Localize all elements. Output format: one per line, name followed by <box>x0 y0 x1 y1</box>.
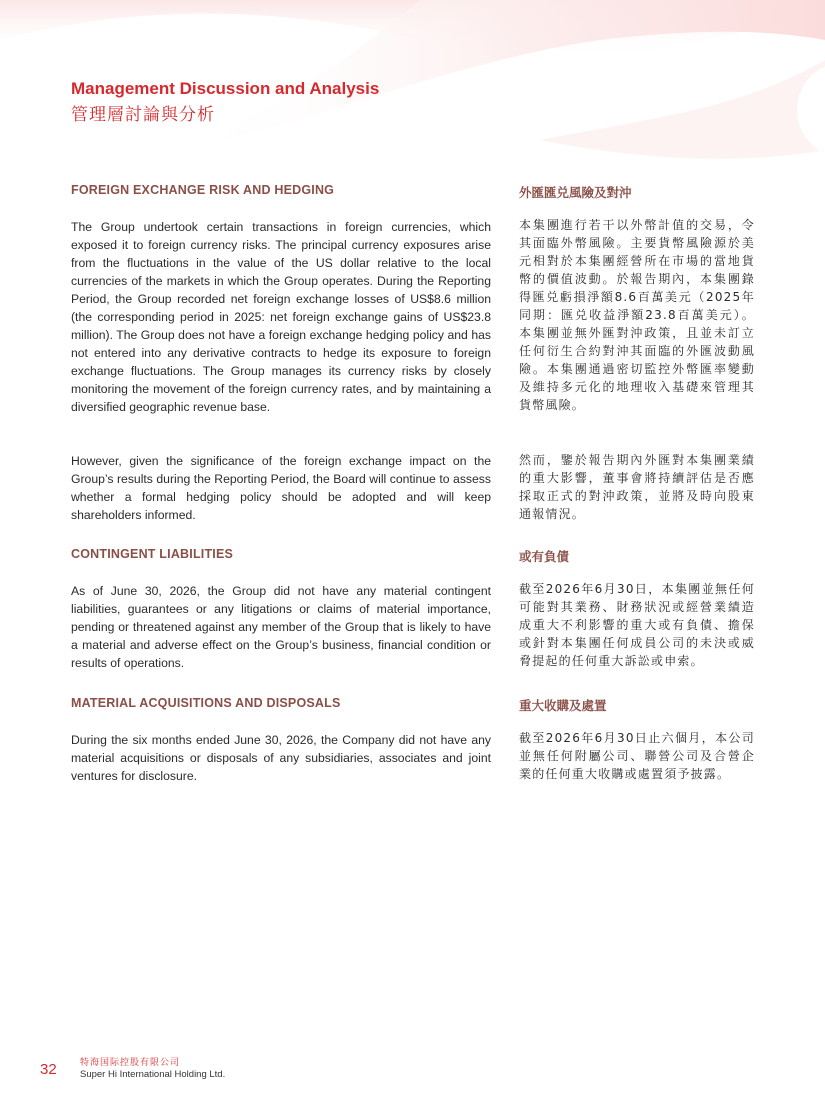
paragraph-text: However, given the significance of the foreign exchange impact on the Group’s results during the Reporting Period, the Board will continue to assess whether a formal hedging policy should be adopted and will keep shareholders informed. <box>71 454 491 522</box>
foreign-exchange-paragraph-2-zh <box>519 451 755 523</box>
section-heading-contingent-liabilities-zh: 或有負債 <box>519 549 570 564</box>
page-title-zh: 管理層討論與分析 <box>71 105 215 125</box>
paragraph-text: The Group undertook certain transactions in foreign currencies, which exposed it to foreign currency risks. The principal currency exposures arise from the fluctuations in the value of the US dollar relative to the local currencies of the markets in which the Group operates. During the Reporting Period, the Group recorded net foreign exchange losses of US$8.6 million (the corresponding period in 2025: net foreign exchange gains of US$23.8 million). The Group does not have a foreign exchange hedging policy and has not entered into any derivative contracts to hedge its exposure to foreign exchange fluctuations. The Group manages its currency risks by closely monitoring the movement of the foreign currency rates, and by maintaining a diversified geographic revenue base. <box>71 220 491 414</box>
section-heading-acquisitions-disposals-zh: 重大收購及處置 <box>519 698 607 713</box>
section-heading-foreign-exchange-zh: 外匯匯兑風險及對沖 <box>519 185 632 200</box>
paragraph-text-zh: 截至2026年6月30日止六個月，本公司並無任何附屬公司、聯營公司及合營企業的任何重大收購或處置須予披露。 <box>519 731 755 781</box>
paragraph-text-zh: 然而，鑒於報告期內外匯對本集團業績的重大影響，董事會將持續評估是否應採取正式的對沖政策，並將及時向股東通報情況。 <box>519 453 755 521</box>
section-heading-contingent-liabilities: CONTINGENT LIABILITIES <box>71 547 234 561</box>
page-number: 32 <box>40 1061 57 1078</box>
section-heading-foreign-exchange: FOREIGN EXCHANGE RISK AND HEDGING <box>71 183 335 197</box>
acquisitions-disposals-paragraph <box>71 731 491 785</box>
paragraph-text-zh: 截至2026年6月30日，本集團並無任何可能對其業務、財務狀況或經營業績造成重大不利影響的重大或有負債、擔保或針對本集團任何成員公司的未決或威脅提起的任何重大訴訟或申索。 <box>519 582 755 668</box>
foreign-exchange-paragraph-1 <box>71 218 491 416</box>
company-name-zh: 特海国际控股有限公司 <box>80 1058 181 1068</box>
section-heading-acquisitions-disposals: MATERIAL ACQUISITIONS AND DISPOSALS <box>71 696 341 710</box>
contingent-liabilities-paragraph-zh <box>519 580 755 670</box>
paragraph-text: During the six months ended June 30, 2026, the Company did not have any material acquisitions or disposals of any subsidiaries, associates and joint ventures for disclosure. <box>71 733 491 783</box>
paragraph-text: As of June 30, 2026, the Group did not have any material contingent liabilities, guarantees or any litigations or claims of material importance, pending or threatened against any member of the Group that is likely to have a material and adverse effect on the Group’s business, financial condition or results of operations. <box>71 584 491 670</box>
page-header <box>71 78 379 127</box>
foreign-exchange-paragraph-2 <box>71 452 491 524</box>
page-title: Management Discussion and Analysis <box>71 79 380 98</box>
foreign-exchange-paragraph-1-zh <box>519 216 755 414</box>
company-name-en: Super Hi International Holding Ltd. <box>80 1069 226 1080</box>
acquisitions-disposals-paragraph-zh <box>519 729 755 783</box>
contingent-liabilities-paragraph <box>71 582 491 672</box>
paragraph-text-zh: 本集團進行若干以外幣計值的交易，令其面臨外幣風險。主要貨幣風險源於美元相對於本集團經營所在市場的當地貨幣的價值波動。於報告期內，本集團錄得匯兑虧損淨額8.6百萬美元（2025年同期：匯兑收益淨額23.8百萬美元）。本集團並無外匯對沖政策，且並未訂立任何衍生合約對沖其面臨的外匯波動風險。本集團通過密切監控外幣匯率變動及維持多元化的地理收入基礎來管理其貨幣風險。 <box>519 218 755 412</box>
